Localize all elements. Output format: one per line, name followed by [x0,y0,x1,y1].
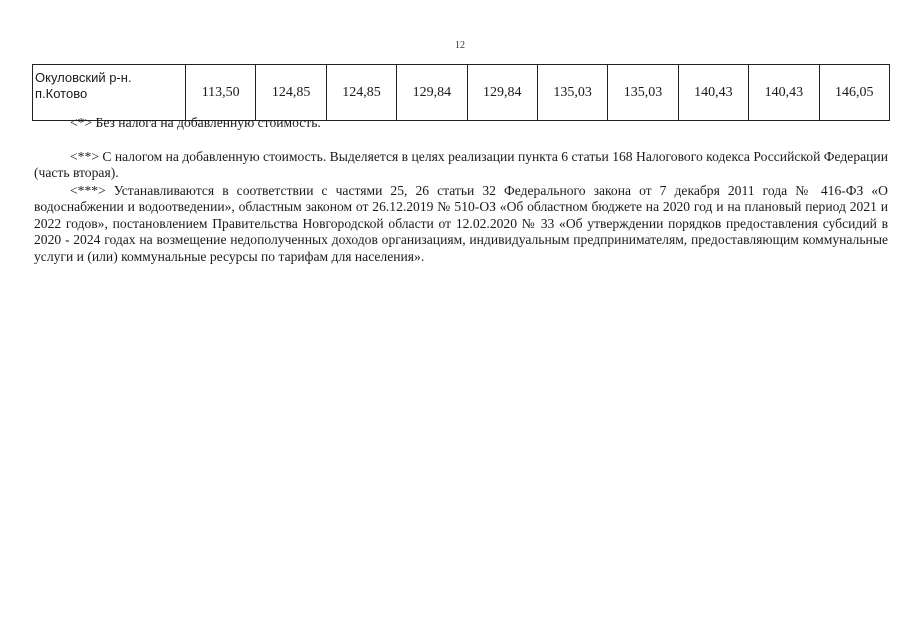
tariff-table [32,64,890,121]
tariff-value-cell: 129,84 [397,65,467,121]
page-number: 12 [455,40,465,51]
settlement-label-cell [33,65,186,121]
settlement-label: п.Котово [35,86,88,101]
tariff-value-cell: 124,85 [326,65,396,121]
tariff-value-cell: 124,85 [256,65,326,121]
district-label: Окуловский р-н. [35,70,132,85]
tariff-value-cell: 135,03 [608,65,678,121]
footnote-with-vat: <**> С налогом на добавленную стоимость. Выделяется в целях реализации пункта 6 статьи 168 Налогового кодекса Российской Федерации (часть вторая). [34,148,888,180]
tariff-value-cell: 135,03 [537,65,607,121]
footnote-legal-basis: <***> Устанавливаются в соответствии с частями 25, 26 статьи 32 Федерального закона от 7 декабря 2011 года № 416-ФЗ «О водоснабжении и водоотведении», областным законом от 26.12.2019 № 510-ОЗ «Об областном бюджете на 2020 год и на плановый период 2021 и 2022 годов», постановлением Правительства Новгородской области от 12.02.2020 № 33 «Об утверждении порядков предоставления субсидий в 2020 - 2024 годах на возмещение недополученных доходов организациям, индивидуальным предпринимателям, предоставляющим коммунальные услуги и (или) коммунальные ресурсы по тарифам для населения». [34,182,888,264]
tariff-value-cell: 129,84 [467,65,537,121]
footnotes [34,114,888,265]
table-row [33,65,890,121]
footnote-no-vat: <*> Без налога на добавленную стоимость. [70,115,321,130]
tariff-value-cell: 140,43 [749,65,819,121]
tariff-value-cell: 146,05 [819,65,889,121]
tariff-value-cell: 140,43 [678,65,748,121]
tariff-value-cell: 113,50 [186,65,256,121]
